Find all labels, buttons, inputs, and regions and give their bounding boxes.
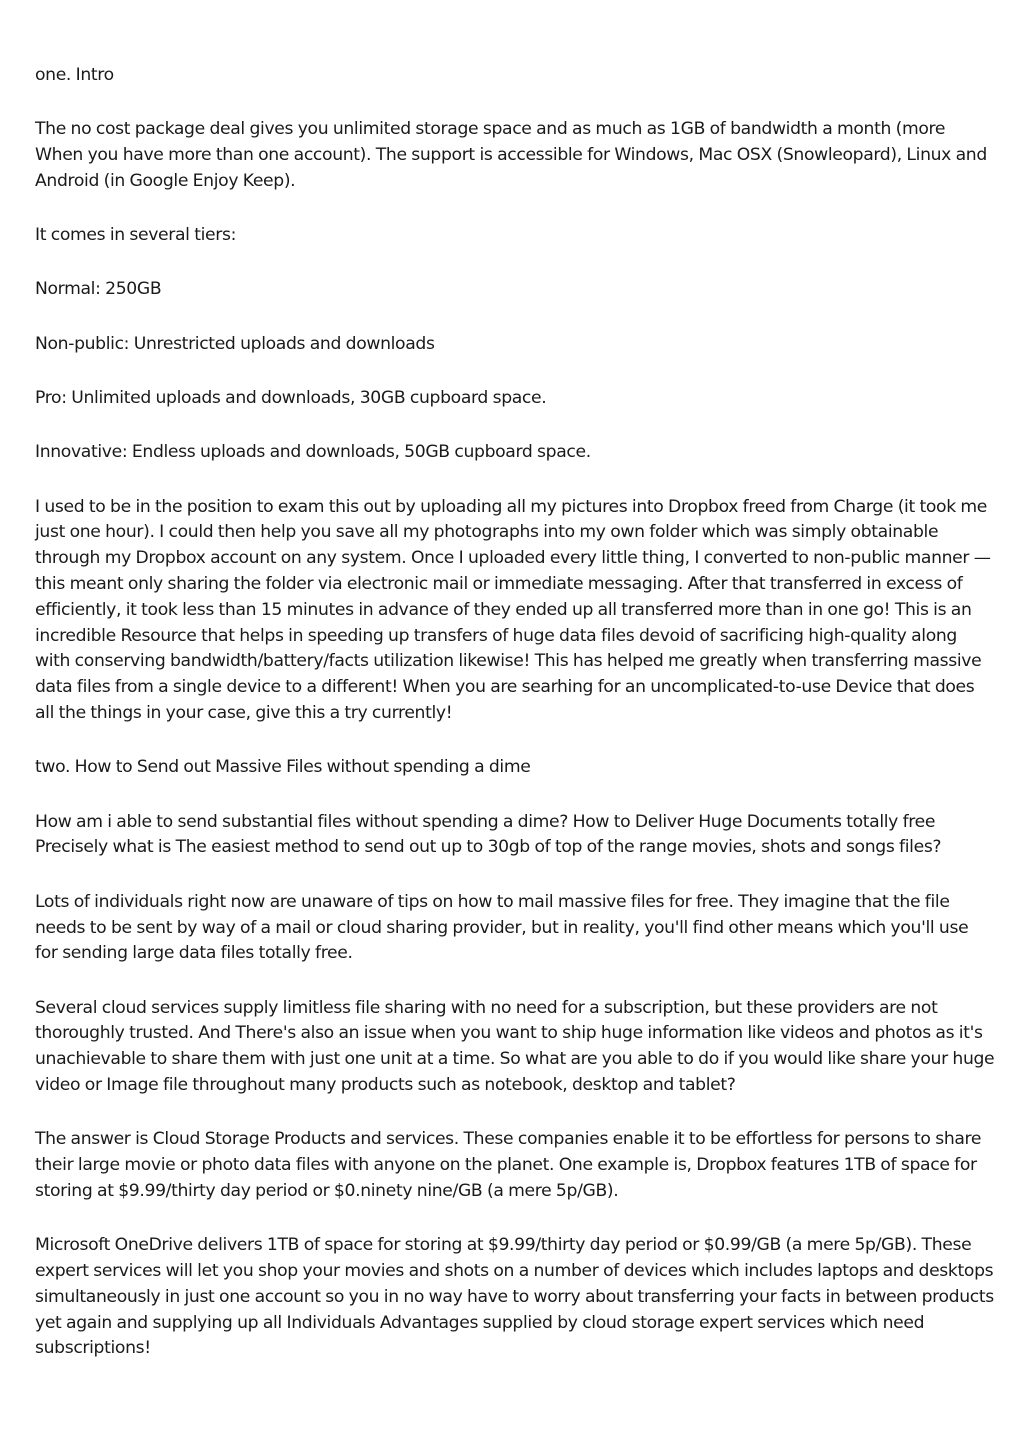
paragraph-questions: How am i able to send substantial files without spending a dime? How to Deliver Huge Documents totally free Precisely what is The easiest method to send out up to 30gb of top of the range movies, shots and songs files? [35,811,942,858]
paragraph-cloud-services: Several cloud services supply limitless file sharing with no need for a subscription, but these providers are not thoroughly trusted. And There's also an issue when you want to ship huge information like videos and photos as it's unachievable to share them with just one unit at a time. So what are you able to do if you would like share your huge video or Image file throughout many products such as notebook, desktop and tablet? [35,997,995,1096]
tier-innovative: Innovative: Endless uploads and downloads, 50GB cupboard space. [35,442,591,463]
paragraph-unaware: Lots of individuals right now are unaware of tips on how to mail massive files for free. They imagine that the file needs to be sent by way of a mail or cloud sharing provider, but in reality, you'll find other means which you'll use for sending large data files totally free. [35,891,969,964]
paragraph-free-package: The no cost package deal gives you unlimited storage space and as much as 1GB of bandwidth a month (more When you have more than one account). The support is accessible for Windows, Mac OSX (Snowleopard), Linux and Android (in Google Enjoy Keep). [35,119,987,191]
section-heading-send-files: two. How to Send out Massive Files without spending a dime [35,757,531,778]
paragraph-onedrive: Microsoft OneDrive delivers 1TB of space for storing at $9.99/thirty day period or $0.99/GB (a mere 5p/GB). These expert services will let you shop your movies and shots on a number of devices which includes laptops and desktops simultaneously in just one account so you in no way have to worry about transferring your facts in between products yet again and supplying up all Individuals Advantages supplied by cloud storage expert services which need subscriptions! [35,1235,994,1359]
section-heading-intro: one. Intro [35,65,114,85]
paragraph-tiers-intro: It comes in several tiers: [35,225,237,246]
paragraph-answer: The answer is Cloud Storage Products and services. These companies enable it to be effortless for persons to share their large movie or photo data files with anyone on the planet. One example is, Dropbox features 1TB of space for storing at $9.99/thirty day period or $0.ninety nine/GB (a mere 5p/GB). [35,1129,982,1201]
tier-normal: Normal: 250GB [35,279,162,300]
document-body [35,63,995,1391]
tier-non-public: Non-public: Unrestricted uploads and downloads [35,333,435,354]
paragraph-experience: I used to be in the position to exam this out by uploading all my pictures into Dropbox freed from Charge (it took me just one hour). I could then help you save all my photographs into my own folder which was simply obtainable through my Dropbox account on any system. Once I uploaded every little thing, I converted to non-public manner — this meant only sharing the folder via electronic mail or immediate messaging. After that transferred in excess of efficiently, it took less than 15 minutes in advance of they ended up all transferred more than in one go! This is an incredible Resource that helps in speeding up transfers of huge data files devoid of sacrificing high-quality along with conserving bandwidth/battery/facts utilization likewise! This has helped me greatly when transferring massive data files from a single device to a different! When you are searhing for an uncomplicated-to-use Device that does all the things in your case, give this a try currently! [35,496,991,724]
tier-pro: Pro: Unlimited uploads and downloads, 30GB cupboard space. [35,388,547,409]
